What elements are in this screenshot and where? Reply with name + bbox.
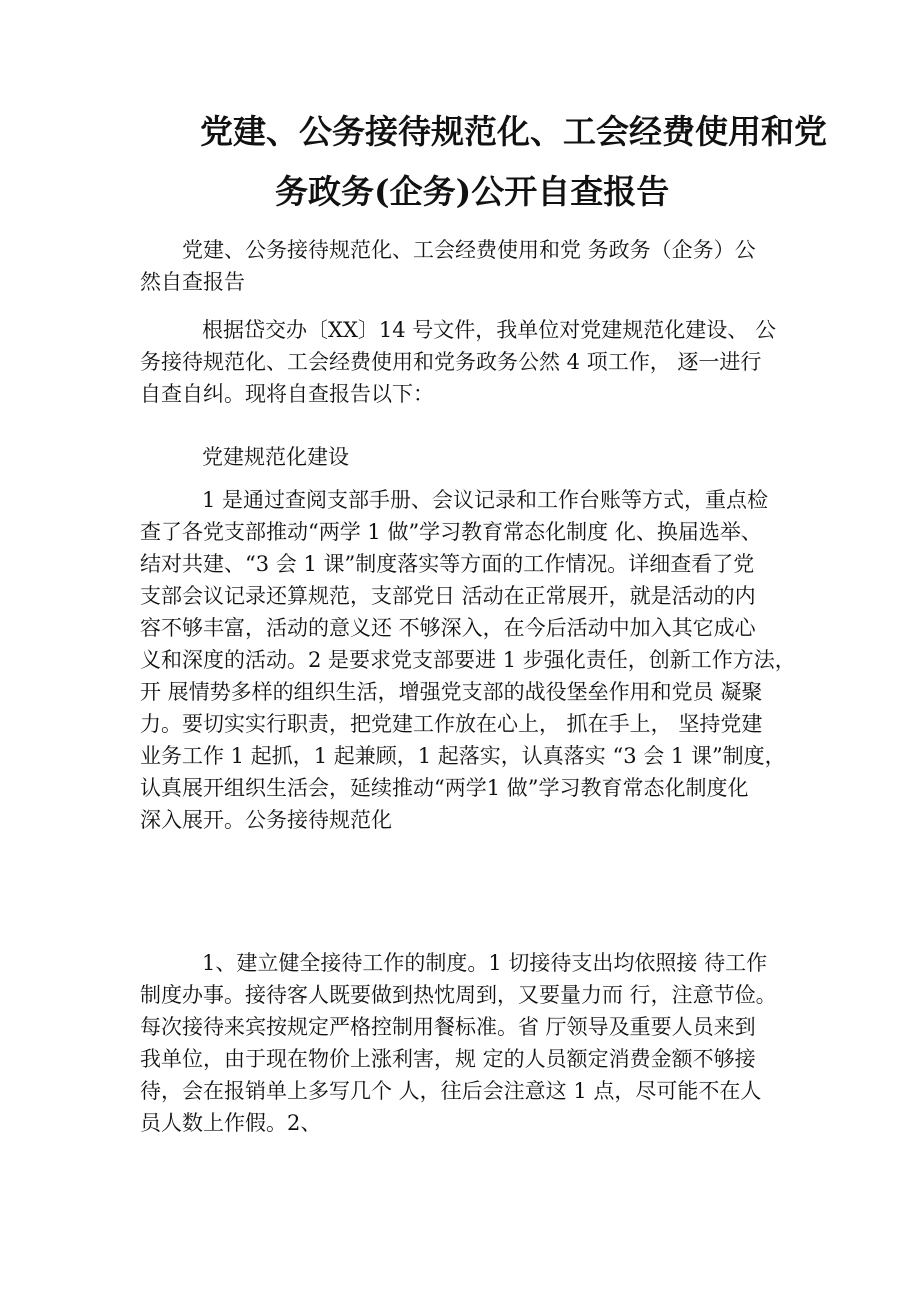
intro-paragraph [140, 234, 790, 298]
paragraph-line: 待，会在报销单上多写几个 人，往后会注意这 1 点，尽可能不在人 [140, 1079, 762, 1103]
paragraph-line: 认真展开组织生活会，延续推动“两学1 做”学习教育常态化制度化 [140, 776, 749, 800]
section-heading-party-building [140, 441, 790, 473]
paragraph-basis [140, 314, 790, 410]
paragraph-line: 根据岱交办〔XX〕14 号文件，我单位对党建规范化建设、 公 [202, 318, 776, 342]
paragraph-party-building [140, 484, 796, 836]
paragraph-line: 制度办事。接待客人既要做到热忱周到，又要量力而 行，注意节俭。 [140, 983, 777, 1007]
paragraph-line: 务接待规范化、工会经费使用和党务政务公然 4 项工作， 逐一进行 [140, 350, 762, 374]
paragraph-line: 深入展开。公务接待规范化 [140, 808, 392, 832]
paragraph-line: 业务工作 1 起抓，1 起兼顾，1 起落实，认真落实 “3 会 1 课”制度， [140, 744, 786, 768]
intro-line: 党建、公务接待规范化、工会经费使用和党 务政务（企务）公 [182, 238, 756, 262]
paragraph-line: 容不够丰富，活动的意义还 不够深入，在今后活动中加入其它成心 [140, 616, 756, 640]
paragraph-line: 每次接待来宾按规定严格控制用餐标准。省 厅领导及重要人员来到 [140, 1015, 756, 1039]
document-title-line-2: 务政务(企务)公开自查报告 [275, 172, 670, 211]
section-heading: 党建规范化建设 [202, 445, 349, 469]
paragraph-line: 自查自纠。现将自查报告以下： [140, 382, 434, 406]
paragraph-line: 1、建立健全接待工作的制度。1 切接待支出均依照接 待工作 [202, 951, 768, 975]
paragraph-line: 查了各党支部推动“两学 1 做”学习教育常态化制度 化、换届选举、 [140, 520, 762, 544]
paragraph-reception [140, 947, 790, 1139]
paragraph-line: 1 是通过查阅支部手册、会议记录和工作台账等方式，重点检 [202, 488, 769, 512]
paragraph-line: 开 展情势多样的组织生活，增强党支部的战役堡垒作用和党员 凝聚 [140, 680, 763, 704]
document-title-line-1: 党建、公务接待规范化、工会经费使用和党 [200, 112, 827, 151]
paragraph-line: 义和深度的活动。2 是要求党支部要进 1 步强化责任，创新工作方法， [140, 648, 796, 672]
paragraph-line: 支部会议记录还算规范，支部党日 活动在正常展开，就是活动的内 [140, 584, 756, 608]
intro-line: 然自查报告 [140, 270, 245, 294]
paragraph-line: 我单位，由于现在物价上涨利害，规 定的人员额定消费金额不够接 [140, 1047, 756, 1071]
paragraph-line: 员人数上作假。2、 [140, 1111, 322, 1135]
paragraph-line: 力。要切实实行职责，把党建工作放在心上， 抓在手上， 坚持党建 [140, 712, 763, 736]
paragraph-line: 结对共建、“3 会 1 课”制度落实等方面的工作情况。详细查看了党 [140, 552, 755, 576]
